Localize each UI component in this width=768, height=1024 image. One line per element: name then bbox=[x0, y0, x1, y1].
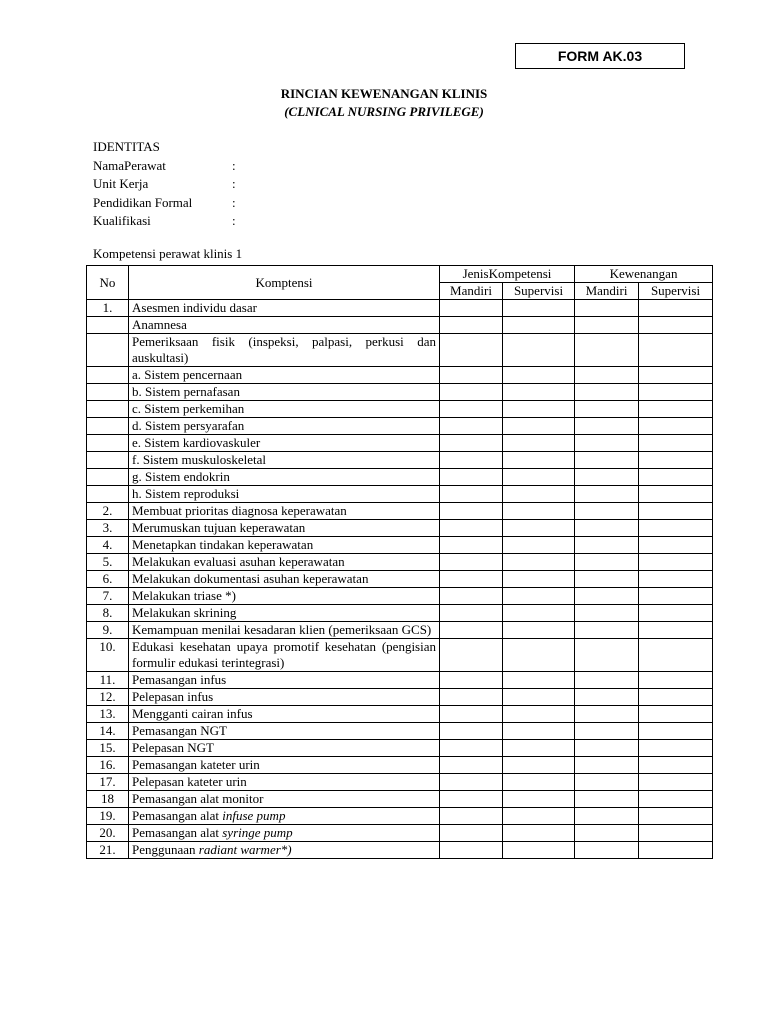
mandiri-kewenangan-cell[interactable] bbox=[575, 791, 639, 808]
supervisi-kewenangan-cell[interactable] bbox=[639, 723, 713, 740]
mandiri-jenis-cell[interactable] bbox=[440, 757, 503, 774]
form-code-box: FORM AK.03 bbox=[515, 43, 685, 69]
mandiri-jenis-cell[interactable] bbox=[440, 418, 503, 435]
competency-cell bbox=[129, 367, 440, 384]
mandiri-kewenangan-cell[interactable] bbox=[575, 689, 639, 706]
supervisi-kewenangan-cell[interactable] bbox=[639, 418, 713, 435]
competency-text: Pelepasan NGT bbox=[132, 740, 214, 755]
supervisi-jenis-cell[interactable] bbox=[503, 367, 575, 384]
mandiri-kewenangan-cell[interactable] bbox=[575, 418, 639, 435]
table-row bbox=[87, 435, 713, 452]
competency-cell bbox=[129, 791, 440, 808]
supervisi-jenis-cell[interactable] bbox=[503, 774, 575, 791]
field-label: Unit Kerja bbox=[93, 176, 149, 191]
row-number bbox=[87, 334, 129, 367]
table-row bbox=[87, 537, 713, 554]
competency-text: Kemampuan menilai kesadaran klien (pemeriksaan GCS) bbox=[132, 622, 432, 637]
row-number bbox=[87, 367, 129, 384]
competency-text: Asesmen individu dasar bbox=[132, 300, 257, 315]
mandiri-jenis-cell[interactable] bbox=[440, 401, 503, 418]
supervisi-kewenangan-cell[interactable] bbox=[639, 503, 713, 520]
supervisi-kewenangan-cell[interactable] bbox=[639, 554, 713, 571]
competency-text: a. Sistem pencernaan bbox=[132, 367, 243, 382]
header-kompetensi: Komptensi bbox=[129, 266, 440, 300]
field-label: Pendidikan Formal bbox=[93, 194, 193, 210]
supervisi-kewenangan-cell[interactable] bbox=[639, 486, 713, 503]
mandiri-jenis-cell[interactable] bbox=[440, 300, 503, 317]
table-row bbox=[87, 672, 713, 689]
supervisi-kewenangan-cell[interactable] bbox=[639, 520, 713, 537]
row-number: 4. bbox=[87, 537, 129, 554]
competency-text: Pemeriksaan fisik (inspeksi, palpasi, perkusi dan auskultasi) bbox=[132, 334, 436, 365]
row-number: 15. bbox=[87, 740, 129, 757]
table-row bbox=[87, 825, 713, 842]
row-number: 20. bbox=[87, 825, 129, 842]
field-colon: : bbox=[232, 194, 236, 210]
mandiri-kewenangan-cell[interactable] bbox=[575, 757, 639, 774]
mandiri-kewenangan-cell[interactable] bbox=[575, 520, 639, 537]
competency-cell bbox=[129, 672, 440, 689]
mandiri-jenis-cell[interactable] bbox=[440, 639, 503, 672]
competency-cell bbox=[129, 452, 440, 469]
competency-text: Pemasangan alat monitor bbox=[132, 791, 264, 806]
mandiri-kewenangan-cell[interactable] bbox=[575, 842, 639, 859]
supervisi-jenis-cell[interactable] bbox=[503, 401, 575, 418]
competency-cell bbox=[129, 740, 440, 757]
competency-cell bbox=[129, 842, 440, 859]
row-number: 10. bbox=[87, 639, 129, 672]
mandiri-kewenangan-cell[interactable] bbox=[575, 317, 639, 334]
mandiri-kewenangan-cell[interactable] bbox=[575, 571, 639, 588]
competency-text: e. Sistem kardiovaskuler bbox=[132, 435, 261, 450]
table-row bbox=[87, 486, 713, 503]
supervisi-kewenangan-cell[interactable] bbox=[639, 639, 713, 672]
competency-cell bbox=[129, 757, 440, 774]
row-number bbox=[87, 452, 129, 469]
mandiri-jenis-cell[interactable] bbox=[440, 825, 503, 842]
supervisi-kewenangan-cell[interactable] bbox=[639, 622, 713, 639]
table-row bbox=[87, 605, 713, 622]
mandiri-kewenangan-cell[interactable] bbox=[575, 622, 639, 639]
supervisi-jenis-cell[interactable] bbox=[503, 740, 575, 757]
competency-cell bbox=[129, 723, 440, 740]
competency-text: Menetapkan tindakan keperawatan bbox=[132, 537, 314, 552]
competency-cell bbox=[129, 401, 440, 418]
supervisi-kewenangan-cell[interactable] bbox=[639, 537, 713, 554]
field-colon: : bbox=[232, 157, 236, 173]
document-title: RINCIAN KEWENANGAN KLINIS bbox=[280, 86, 488, 101]
competency-cell bbox=[129, 317, 440, 334]
mandiri-kewenangan-cell[interactable] bbox=[575, 334, 639, 367]
mandiri-kewenangan-cell[interactable] bbox=[575, 384, 639, 401]
competency-cell bbox=[129, 639, 440, 672]
competency-text: Melakukan evaluasi asuhan keperawatan bbox=[132, 554, 345, 569]
mandiri-kewenangan-cell[interactable] bbox=[575, 435, 639, 452]
competency-text: Anamnesa bbox=[132, 317, 187, 332]
table-row bbox=[87, 808, 713, 825]
row-number bbox=[87, 317, 129, 334]
field-colon: : bbox=[232, 176, 236, 191]
mandiri-jenis-cell[interactable] bbox=[440, 334, 503, 367]
supervisi-kewenangan-cell[interactable] bbox=[639, 571, 713, 588]
supervisi-jenis-cell[interactable] bbox=[503, 469, 575, 486]
mandiri-jenis-cell[interactable] bbox=[440, 571, 503, 588]
competency-cell bbox=[129, 418, 440, 435]
supervisi-kewenangan-cell[interactable] bbox=[639, 672, 713, 689]
table-row bbox=[87, 469, 713, 486]
table-row bbox=[87, 367, 713, 384]
competency-cell bbox=[129, 384, 440, 401]
supervisi-kewenangan-cell[interactable] bbox=[639, 435, 713, 452]
row-number: 12. bbox=[87, 689, 129, 706]
row-number: 18 bbox=[87, 791, 129, 808]
mandiri-kewenangan-cell[interactable] bbox=[575, 588, 639, 605]
competency-cell bbox=[129, 808, 440, 825]
table-row bbox=[87, 503, 713, 520]
supervisi-jenis-cell[interactable] bbox=[503, 571, 575, 588]
table-row bbox=[87, 317, 713, 334]
table-row bbox=[87, 622, 713, 639]
competency-cell bbox=[129, 825, 440, 842]
row-number bbox=[87, 435, 129, 452]
supervisi-jenis-cell[interactable] bbox=[503, 723, 575, 740]
supervisi-kewenangan-cell[interactable] bbox=[639, 401, 713, 418]
header-no: No bbox=[87, 266, 129, 300]
supervisi-kewenangan-cell[interactable] bbox=[639, 317, 713, 334]
competency-cell bbox=[129, 300, 440, 317]
header-supervisi: Supervisi bbox=[639, 283, 713, 300]
competency-text: c. Sistem perkemihan bbox=[132, 401, 245, 416]
row-number bbox=[87, 384, 129, 401]
row-number bbox=[87, 418, 129, 435]
competency-cell bbox=[129, 571, 440, 588]
competency-text: Membuat prioritas diagnosa keperawatan bbox=[132, 503, 347, 518]
competency-text: f. Sistem muskuloskeletal bbox=[132, 452, 266, 467]
header-supervisi: Supervisi bbox=[503, 283, 575, 300]
supervisi-jenis-cell[interactable] bbox=[503, 605, 575, 622]
mandiri-jenis-cell[interactable] bbox=[440, 842, 503, 859]
mandiri-kewenangan-cell[interactable] bbox=[575, 554, 639, 571]
competency-cell bbox=[129, 554, 440, 571]
supervisi-jenis-cell[interactable] bbox=[503, 452, 575, 469]
competency-cell bbox=[129, 537, 440, 554]
row-number: 7. bbox=[87, 588, 129, 605]
table-row bbox=[87, 740, 713, 757]
mandiri-jenis-cell[interactable] bbox=[440, 486, 503, 503]
table-row bbox=[87, 842, 713, 859]
competency-text: b. Sistem pernafasan bbox=[132, 384, 240, 399]
field-label: Kualifikasi bbox=[93, 213, 151, 228]
row-number: 13. bbox=[87, 706, 129, 723]
supervisi-jenis-cell[interactable] bbox=[503, 706, 575, 723]
mandiri-kewenangan-cell[interactable] bbox=[575, 401, 639, 418]
supervisi-jenis-cell[interactable] bbox=[503, 503, 575, 520]
supervisi-jenis-cell[interactable] bbox=[503, 554, 575, 571]
supervisi-jenis-cell[interactable] bbox=[503, 300, 575, 317]
competency-text: Edukasi kesehatan upaya promotif kesehatan (pengisian formulir edukasi terintegrasi) bbox=[132, 639, 436, 670]
supervisi-jenis-cell[interactable] bbox=[503, 825, 575, 842]
supervisi-jenis-cell[interactable] bbox=[503, 672, 575, 689]
table-row bbox=[87, 639, 713, 672]
supervisi-kewenangan-cell[interactable] bbox=[639, 689, 713, 706]
competency-cell bbox=[129, 689, 440, 706]
row-number: 5. bbox=[87, 554, 129, 571]
competency-cell bbox=[129, 706, 440, 723]
table-row bbox=[87, 791, 713, 808]
mandiri-jenis-cell[interactable] bbox=[440, 520, 503, 537]
mandiri-kewenangan-cell[interactable] bbox=[575, 300, 639, 317]
competency-text: Pelepasan infus bbox=[132, 689, 214, 704]
supervisi-kewenangan-cell[interactable] bbox=[639, 706, 713, 723]
competency-text: h. Sistem reproduksi bbox=[132, 486, 240, 501]
supervisi-jenis-cell[interactable] bbox=[503, 334, 575, 367]
table-row bbox=[87, 689, 713, 706]
competency-table bbox=[86, 265, 713, 859]
row-number: 14. bbox=[87, 723, 129, 740]
mandiri-kewenangan-cell[interactable] bbox=[575, 469, 639, 486]
mandiri-jenis-cell[interactable] bbox=[440, 808, 503, 825]
supervisi-kewenangan-cell[interactable] bbox=[639, 774, 713, 791]
document-subtitle: (CLNICAL NURSING PRIVILEGE) bbox=[284, 104, 484, 119]
table-row bbox=[87, 300, 713, 317]
competency-text: Pemasangan alat bbox=[132, 825, 223, 840]
mandiri-kewenangan-cell[interactable] bbox=[575, 537, 639, 554]
row-number: 9. bbox=[87, 622, 129, 639]
supervisi-kewenangan-cell[interactable] bbox=[639, 367, 713, 384]
row-number bbox=[87, 401, 129, 418]
row-number: 21. bbox=[87, 842, 129, 859]
competency-italic-text: infuse pump bbox=[222, 808, 286, 823]
table-row bbox=[87, 418, 713, 435]
supervisi-jenis-cell[interactable] bbox=[503, 791, 575, 808]
table-row bbox=[87, 384, 713, 401]
supervisi-kewenangan-cell[interactable] bbox=[639, 842, 713, 859]
competency-text: Melakukan dokumentasi asuhan keperawatan bbox=[132, 571, 369, 586]
supervisi-jenis-cell[interactable] bbox=[503, 689, 575, 706]
table-row bbox=[87, 554, 713, 571]
competency-italic-text: radiant warmer*) bbox=[198, 842, 292, 857]
row-number: 16. bbox=[87, 757, 129, 774]
supervisi-kewenangan-cell[interactable] bbox=[639, 808, 713, 825]
row-number bbox=[87, 469, 129, 486]
competency-text: Pemasangan kateter urin bbox=[132, 757, 260, 772]
table-row bbox=[87, 401, 713, 418]
mandiri-jenis-cell[interactable] bbox=[440, 605, 503, 622]
supervisi-kewenangan-cell[interactable] bbox=[639, 452, 713, 469]
competency-text: Melakukan skrining bbox=[132, 605, 237, 620]
field-colon: : bbox=[232, 213, 236, 228]
mandiri-kewenangan-cell[interactable] bbox=[575, 672, 639, 689]
mandiri-jenis-cell[interactable] bbox=[440, 622, 503, 639]
mandiri-kewenangan-cell[interactable] bbox=[575, 723, 639, 740]
supervisi-jenis-cell[interactable] bbox=[503, 486, 575, 503]
competency-italic-text: syringe pump bbox=[222, 825, 293, 840]
supervisi-kewenangan-cell[interactable] bbox=[639, 791, 713, 808]
supervisi-kewenangan-cell[interactable] bbox=[639, 825, 713, 842]
competency-cell bbox=[129, 486, 440, 503]
mandiri-jenis-cell[interactable] bbox=[440, 367, 503, 384]
competency-cell bbox=[129, 334, 440, 367]
supervisi-kewenangan-cell[interactable] bbox=[639, 740, 713, 757]
supervisi-jenis-cell[interactable] bbox=[503, 808, 575, 825]
mandiri-jenis-cell[interactable] bbox=[440, 452, 503, 469]
supervisi-kewenangan-cell[interactable] bbox=[639, 334, 713, 367]
mandiri-jenis-cell[interactable] bbox=[440, 791, 503, 808]
header-mandiri: Mandiri bbox=[440, 283, 503, 300]
supervisi-jenis-cell[interactable] bbox=[503, 435, 575, 452]
supervisi-kewenangan-cell[interactable] bbox=[639, 384, 713, 401]
competency-text: Merumuskan tujuan keperawatan bbox=[132, 520, 306, 535]
mandiri-kewenangan-cell[interactable] bbox=[575, 367, 639, 384]
field-label: NamaPerawat bbox=[93, 157, 166, 173]
competency-text: Penggunaan bbox=[132, 842, 199, 857]
row-number bbox=[87, 486, 129, 503]
supervisi-jenis-cell[interactable] bbox=[503, 384, 575, 401]
table-row bbox=[87, 774, 713, 791]
mandiri-jenis-cell[interactable] bbox=[440, 317, 503, 334]
mandiri-kewenangan-cell[interactable] bbox=[575, 503, 639, 520]
supervisi-jenis-cell[interactable] bbox=[503, 639, 575, 672]
table-row bbox=[87, 571, 713, 588]
mandiri-jenis-cell[interactable] bbox=[440, 384, 503, 401]
row-number: 17. bbox=[87, 774, 129, 791]
mandiri-kewenangan-cell[interactable] bbox=[575, 452, 639, 469]
competency-text: Mengganti cairan infus bbox=[132, 706, 253, 721]
competency-text: Pemasangan infus bbox=[132, 672, 227, 687]
competency-cell bbox=[129, 520, 440, 537]
row-number: 8. bbox=[87, 605, 129, 622]
table-row bbox=[87, 723, 713, 740]
mandiri-jenis-cell[interactable] bbox=[440, 435, 503, 452]
supervisi-jenis-cell[interactable] bbox=[503, 520, 575, 537]
competency-cell bbox=[129, 503, 440, 520]
mandiri-kewenangan-cell[interactable] bbox=[575, 605, 639, 622]
table-row bbox=[87, 520, 713, 537]
table-row bbox=[87, 706, 713, 723]
mandiri-jenis-cell[interactable] bbox=[440, 588, 503, 605]
mandiri-jenis-cell[interactable] bbox=[440, 689, 503, 706]
mandiri-jenis-cell[interactable] bbox=[440, 537, 503, 554]
mandiri-jenis-cell[interactable] bbox=[440, 672, 503, 689]
competency-cell bbox=[129, 435, 440, 452]
header-jenis-kompetensi: JenisKompetensi bbox=[440, 266, 575, 283]
competency-cell bbox=[129, 622, 440, 639]
mandiri-kewenangan-cell[interactable] bbox=[575, 639, 639, 672]
supervisi-jenis-cell[interactable] bbox=[503, 537, 575, 554]
supervisi-kewenangan-cell[interactable] bbox=[639, 605, 713, 622]
mandiri-kewenangan-cell[interactable] bbox=[575, 808, 639, 825]
competency-text: Pemasangan alat bbox=[132, 808, 223, 823]
mandiri-jenis-cell[interactable] bbox=[440, 740, 503, 757]
supervisi-jenis-cell[interactable] bbox=[503, 317, 575, 334]
supervisi-jenis-cell[interactable] bbox=[503, 757, 575, 774]
row-number: 2. bbox=[87, 503, 129, 520]
table-row bbox=[87, 452, 713, 469]
mandiri-jenis-cell[interactable] bbox=[440, 723, 503, 740]
supervisi-jenis-cell[interactable] bbox=[503, 418, 575, 435]
supervisi-kewenangan-cell[interactable] bbox=[639, 300, 713, 317]
header-kewenangan: Kewenangan bbox=[575, 266, 713, 283]
supervisi-kewenangan-cell[interactable] bbox=[639, 588, 713, 605]
supervisi-jenis-cell[interactable] bbox=[503, 842, 575, 859]
mandiri-jenis-cell[interactable] bbox=[440, 554, 503, 571]
mandiri-kewenangan-cell[interactable] bbox=[575, 740, 639, 757]
mandiri-kewenangan-cell[interactable] bbox=[575, 825, 639, 842]
table-row bbox=[87, 757, 713, 774]
supervisi-jenis-cell[interactable] bbox=[503, 588, 575, 605]
mandiri-jenis-cell[interactable] bbox=[440, 503, 503, 520]
supervisi-kewenangan-cell[interactable] bbox=[639, 757, 713, 774]
supervisi-jenis-cell[interactable] bbox=[503, 622, 575, 639]
mandiri-jenis-cell[interactable] bbox=[440, 774, 503, 791]
row-number: 1. bbox=[87, 300, 129, 317]
mandiri-kewenangan-cell[interactable] bbox=[575, 706, 639, 723]
header-mandiri: Mandiri bbox=[575, 283, 639, 300]
row-number: 11. bbox=[87, 672, 129, 689]
row-number: 19. bbox=[87, 808, 129, 825]
competency-cell bbox=[129, 469, 440, 486]
table-row bbox=[87, 588, 713, 605]
competency-text: Pemasangan NGT bbox=[132, 723, 227, 738]
competency-text: Pelepasan kateter urin bbox=[132, 774, 247, 789]
identitas-heading: IDENTITAS bbox=[93, 139, 160, 154]
section-label: Kompetensi perawat klinis 1 bbox=[93, 246, 243, 261]
competency-cell bbox=[129, 774, 440, 791]
row-number: 3. bbox=[87, 520, 129, 537]
supervisi-kewenangan-cell[interactable] bbox=[639, 469, 713, 486]
table-row bbox=[87, 334, 713, 367]
row-number: 6. bbox=[87, 571, 129, 588]
competency-text: g. Sistem endokrin bbox=[132, 469, 230, 484]
mandiri-kewenangan-cell[interactable] bbox=[575, 774, 639, 791]
competency-text: d. Sistem persyarafan bbox=[132, 418, 245, 433]
mandiri-kewenangan-cell[interactable] bbox=[575, 486, 639, 503]
mandiri-jenis-cell[interactable] bbox=[440, 706, 503, 723]
mandiri-jenis-cell[interactable] bbox=[440, 469, 503, 486]
competency-cell bbox=[129, 605, 440, 622]
competency-text: Melakukan triase *) bbox=[132, 588, 236, 603]
competency-cell bbox=[129, 588, 440, 605]
